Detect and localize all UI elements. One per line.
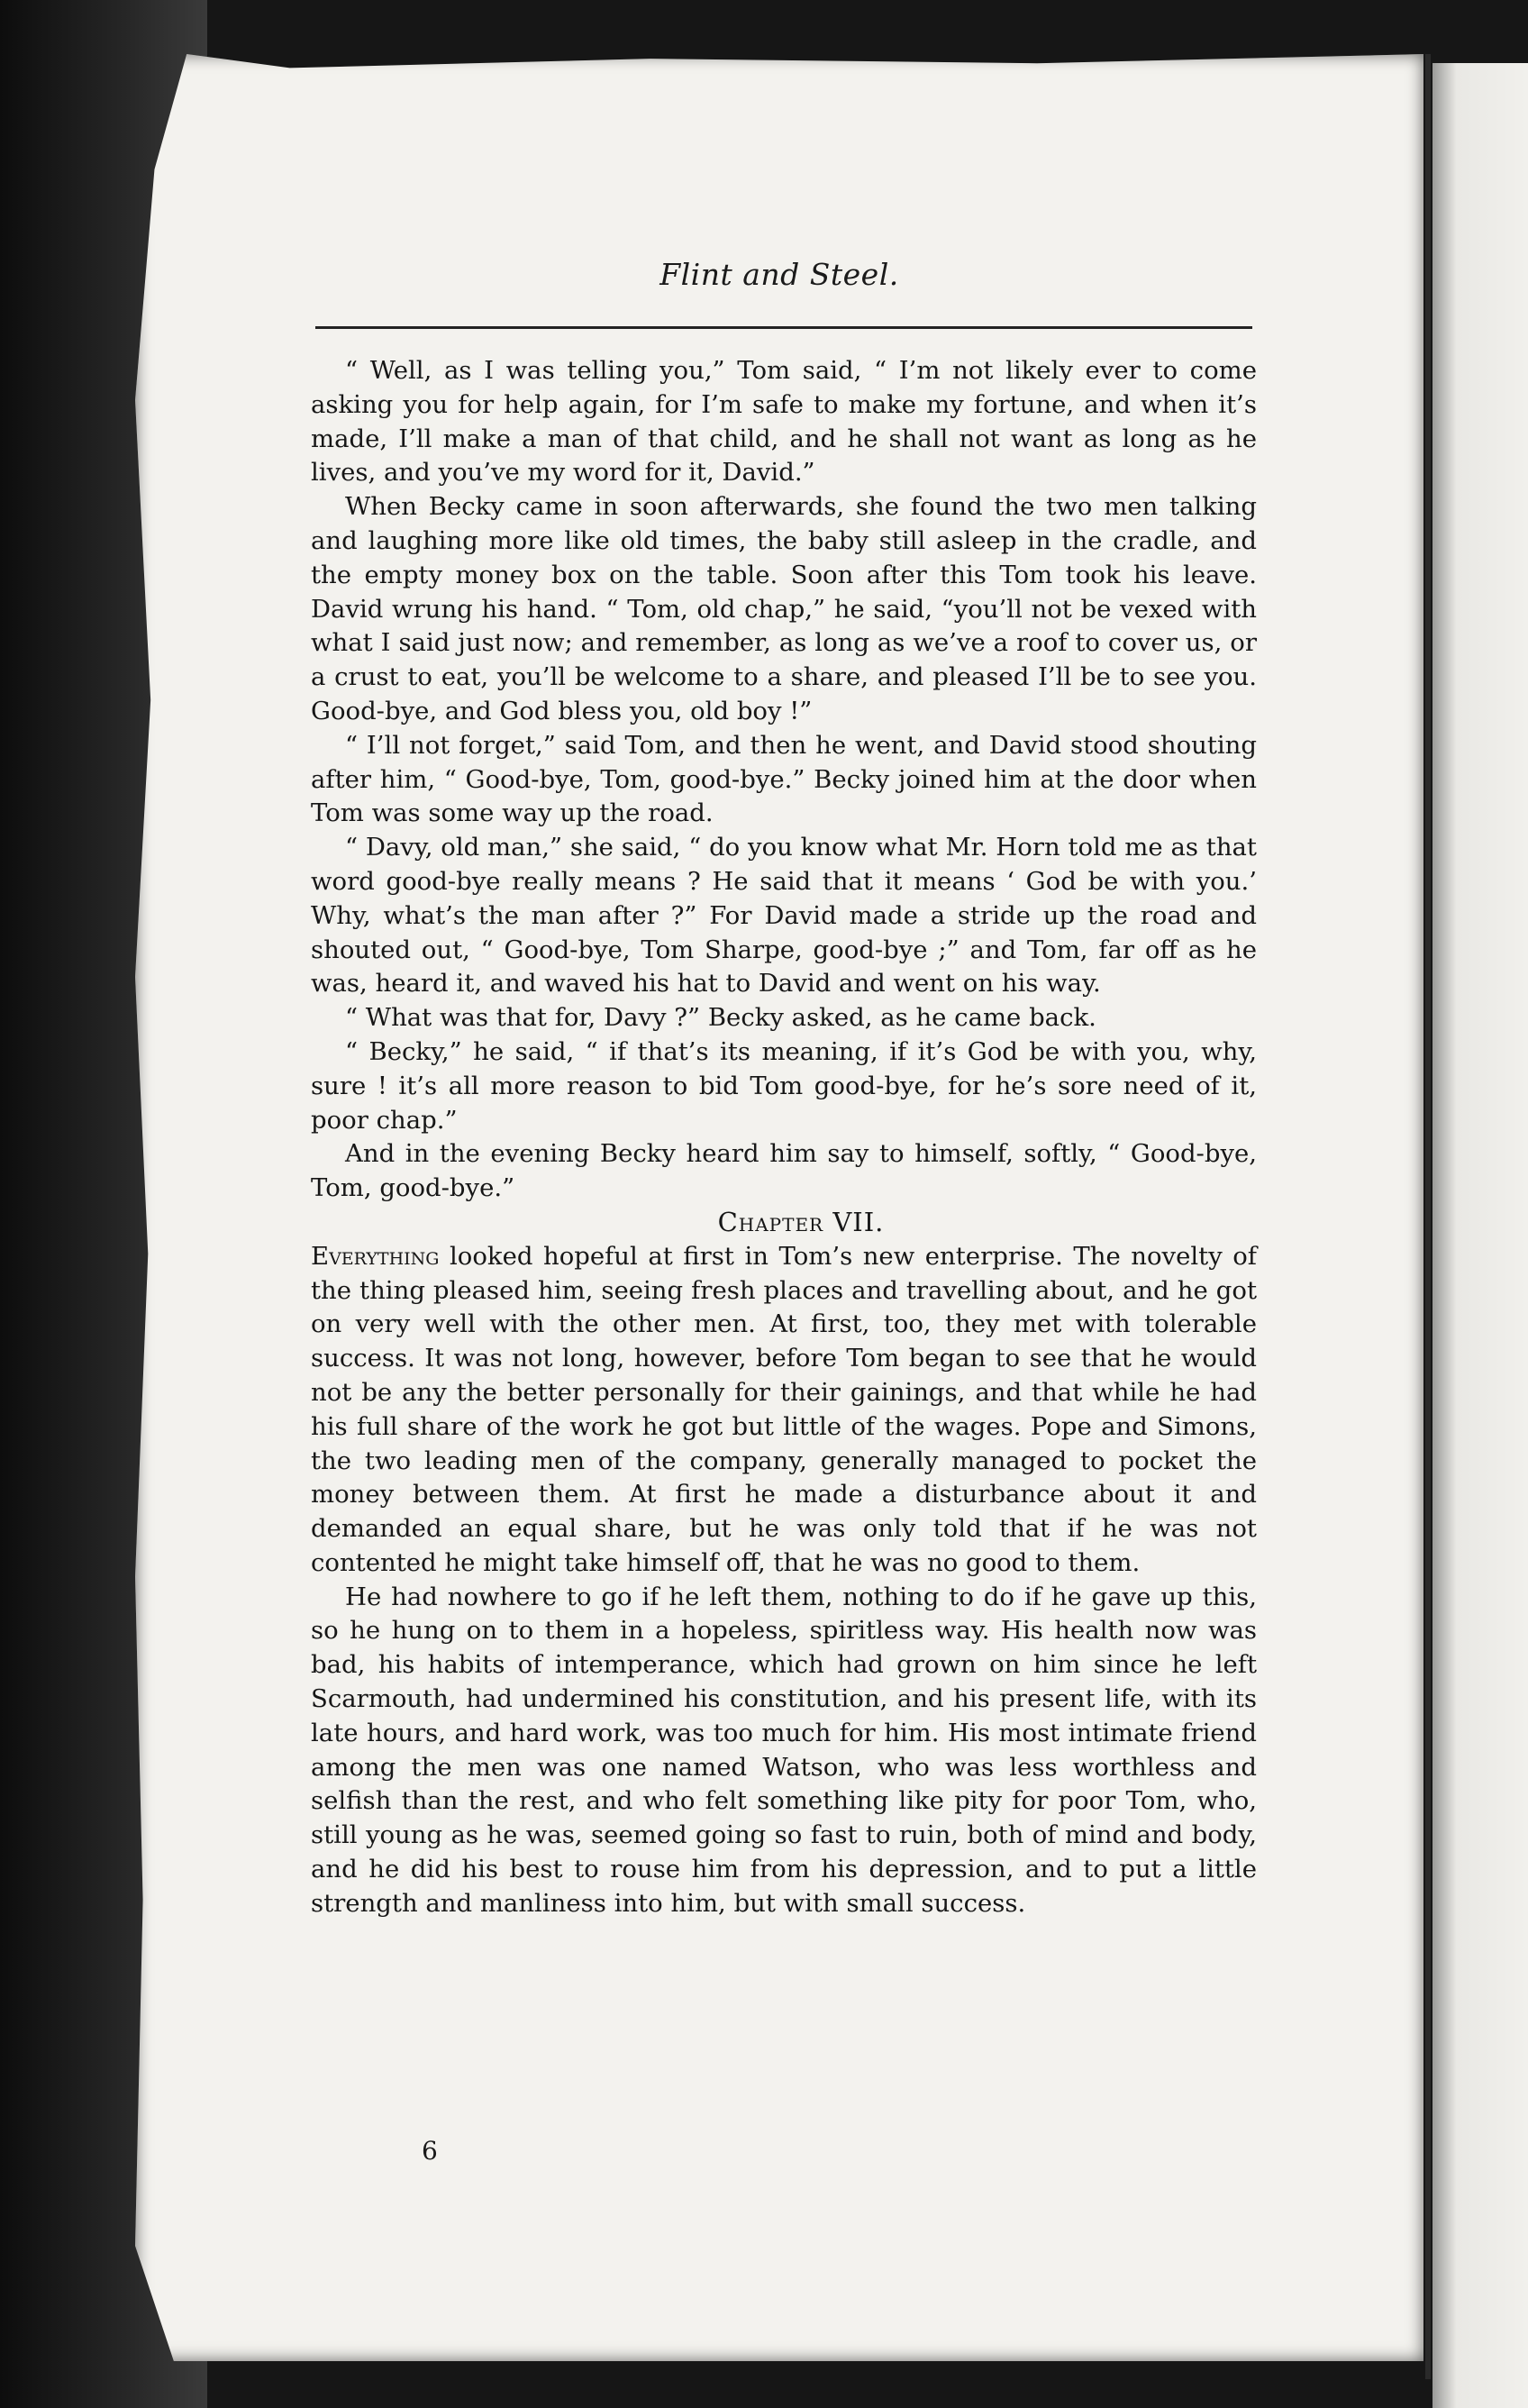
chapter-opening-paragraph	[311, 1240, 1257, 1581]
running-head: Flint and Steel.	[659, 257, 899, 292]
chapter-first-word: Everything	[311, 1241, 440, 1271]
paragraph: And in the evening Becky heard him say to himself, softly, “ Good-bye, Tom, good-bye.”	[311, 1139, 1257, 1203]
paragraph: He had nowhere to go if he left them, nothing to do if he gave up this, so he hung on to them in a hopeless, spiritless way. His health now was bad, his habits of intemperance, which had grown on him since he left Scarmouth, had undermined his constitution, and his present life, with its late hours, and hard work, was too much for him. His most intimate friend among the men was one named Watson, who was less worthless and selfish than the rest, and who felt something like pity for poor Tom, who, still young as he was, seemed going so fast to ruin, both of mind and body, and he did his best to rouse him from his depression, and to put a little strength and manliness into him, but with small success.	[311, 1582, 1257, 1918]
chapter-heading: Chapter VII.	[717, 1206, 885, 1237]
paragraph: When Becky came in soon afterwards, she found the two men talking and laughing more like old times, the baby still asleep in the cradle, and the empty money box on the table. Soon after this Tom took his leave. David wrung his hand. “ Tom, old chap,” he said, “you’ll not be vexed with what I said just now; and remember, as long as we’ve a roof to cover us, or a crust to eat, you’ll be welcome to a share, and pleased I’ll be to see you. Good-bye, and God bless you, old boy !”	[311, 492, 1257, 725]
body-text	[311, 354, 1257, 1921]
paragraph: “ Well, as I was telling you,” Tom said, “ I’m not likely ever to come asking you for help again, for I’m safe to make my fortune, and when it’s made, I’ll make a man of that child, and he shall not want as long as he lives, and you’ve my word for it, David.”	[311, 356, 1257, 488]
paragraph: “ Becky,” he said, “ if that’s its meaning, if it’s God be with you, why, sure ! it’s all more reason to bid Tom good-bye, for he’s sore need of it, poor chap.”	[311, 1036, 1257, 1135]
adjacent-page-edge	[1432, 63, 1528, 2408]
chapter-opening-text: looked hopeful at first in Tom’s new enterprise. The novelty of the thing pleased him, seeing fresh places and travelling about, and he got on very well with the other men. At first, too, they met with tolerable success. It was not long, however, before Tom began to see that he would not be any the better personally for their gainings, and that while he had his full share of the work he got but little of the wages. Pope and Simons, the two leading men of the company, generally managed to pocket the money between them. At first he made a disturbance about it and demanded an equal share, but he was only told that if he was not contented he might take himself off, that he was no good to them.	[311, 1241, 1257, 1577]
paragraph: “ I’ll not forget,” said Tom, and then he went, and David stood shouting after him, “ Good-bye, Tom, good-bye.” Becky joined him at the door when Tom was some way up the road.	[311, 730, 1257, 828]
paragraph: “ Davy, old man,” she said, “ do you know what Mr. Horn told me as that word good-bye really means ? He said that it means ‘ God be with you.’ Why, what’s the man after ?” For David made a stride up the road and shouted out, “ Good-bye, Tom Sharpe, good-bye ;” and Tom, far off as he was, heard it, and waved his hat to David and went on his way.	[311, 833, 1257, 999]
page-gutter	[1425, 54, 1431, 2379]
page-number: 6	[422, 2136, 438, 2166]
header-rule	[315, 326, 1252, 329]
paragraph: “ What was that for, Davy ?” Becky asked, as he came back.	[345, 1003, 1096, 1033]
